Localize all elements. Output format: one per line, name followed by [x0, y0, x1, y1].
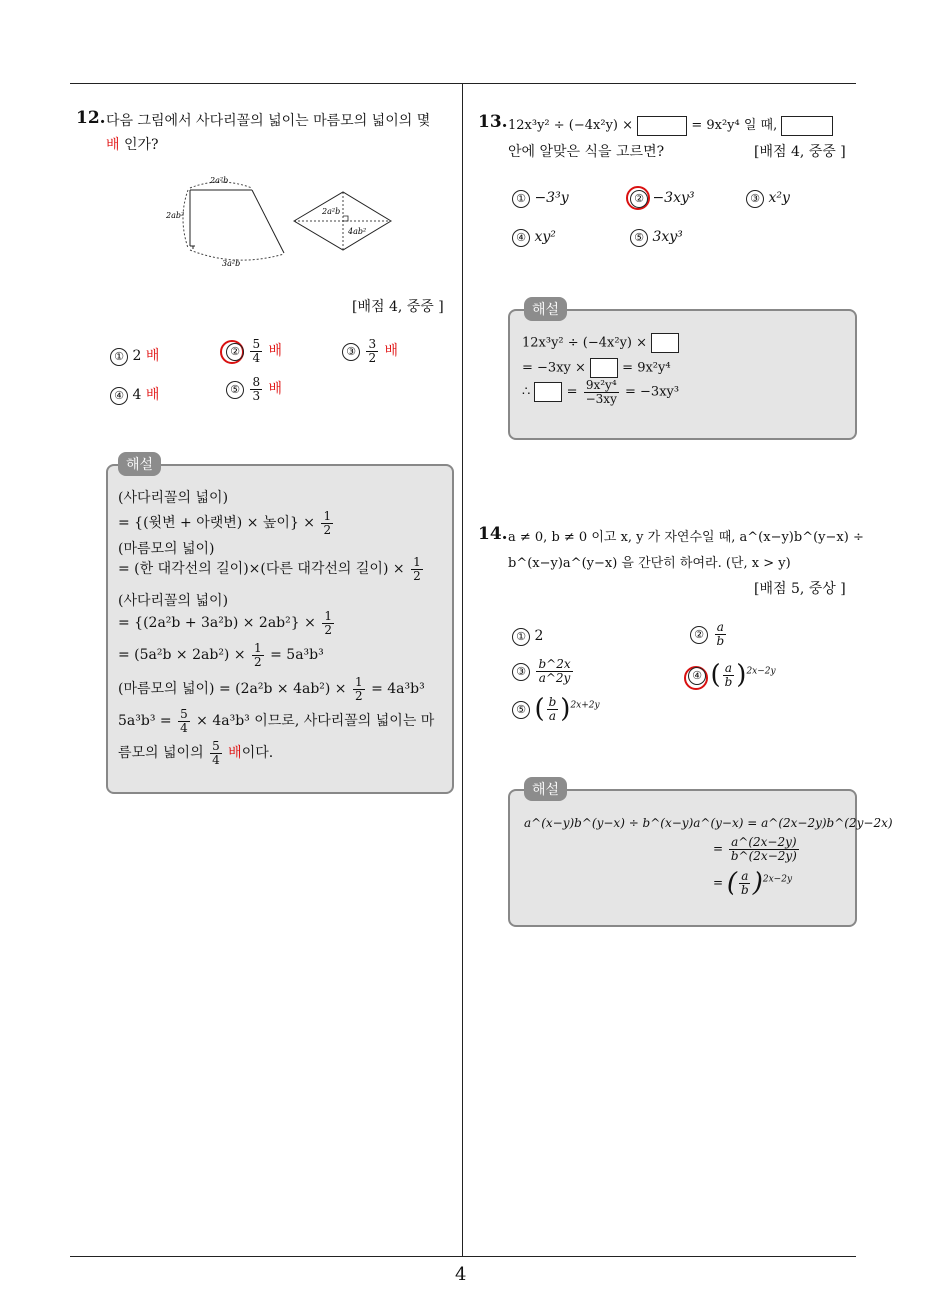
option-number-1: ①: [512, 628, 530, 646]
frac-den: 2: [324, 622, 332, 637]
q14-option-5[interactable]: ⑤ ( $\frac{b}{a}$ )$^{2x+2y}$: [512, 694, 600, 724]
q12-exp-line1: (사다리꼴의 넓이): [118, 490, 229, 506]
frac-den: b^(2x−2y): [730, 848, 797, 863]
q12-option-1[interactable]: [110, 345, 159, 366]
q13-exp-line3: [522, 379, 679, 405]
q12-red-word: 배: [106, 137, 120, 153]
exp-text: = {(2a²b + 3a²b) × 2ab²} ×: [118, 615, 316, 632]
option-value: −3³y: [534, 190, 569, 206]
exp-text: = {(윗변 + 아랫변) × 높이} ×: [118, 515, 316, 532]
exp-red-word: 배: [228, 745, 242, 762]
q12-exp-line5: (사다리꼴의 넓이): [118, 593, 229, 609]
option-number-3: ③: [342, 343, 360, 361]
frac-num: 5: [180, 707, 188, 721]
blank-box: [590, 358, 618, 378]
exp-text: = (한 대각선의 길이)×(다른 대각선의 길이) ×: [118, 561, 405, 578]
frac-num: 1: [324, 609, 332, 623]
blank-box: [637, 116, 687, 136]
rhombus-vertical-label: 2a²b: [322, 207, 341, 216]
exponent: 2x+2y: [570, 700, 600, 711]
q14-score: [배점 5, 중상 ]: [754, 581, 846, 597]
frac-num: 1: [254, 641, 262, 655]
frac-num: a: [724, 660, 733, 675]
q13-expr: 12x³y² ÷ (−4x²y) ×: [508, 118, 634, 133]
frac-den: a: [548, 708, 557, 723]
exp-text: = −3xy³: [625, 384, 680, 400]
q12-exp-line10: [118, 740, 273, 766]
option-number-4: ④: [110, 387, 128, 405]
frac-den: b: [724, 674, 733, 689]
frac-num: 1: [355, 675, 363, 689]
frac-num: a: [741, 868, 749, 883]
option-number-4: ④: [688, 667, 706, 685]
q13-option-2[interactable]: [630, 190, 695, 208]
frac-num: 5: [252, 337, 261, 351]
frac-num: a^(2x−2y): [731, 835, 797, 849]
option-value: 2: [534, 628, 544, 644]
trap-bottom-label: 3a²b: [222, 259, 241, 268]
q12-score: [배점 4, 중중 ]: [352, 299, 444, 315]
q12-exp-line7: [118, 642, 324, 668]
exp-text: 12x³y² ÷ (−4x²y) ×: [522, 335, 648, 351]
q12-text-rest: 인가?: [119, 137, 159, 153]
exp-text: ∴: [522, 384, 531, 400]
top-rule: [70, 83, 856, 84]
q14-option-3[interactable]: [512, 658, 575, 684]
frac-den: 4: [212, 752, 220, 767]
q14-option-4[interactable]: ④ ( $\frac{a}{b}$ )$^{2x-2y}$: [688, 660, 776, 690]
option-number-3: ③: [512, 663, 530, 681]
option-number-3: ③: [746, 190, 764, 208]
frac-den: 2: [413, 568, 421, 583]
frac-den: 2: [368, 350, 377, 365]
q14-exp-line2: = $\frac{a\^{}(2x-2y)}{b\^{}(2x-2y)}$: [713, 835, 797, 863]
frac-den: a^2y: [538, 670, 571, 685]
frac-num: 3: [368, 337, 377, 351]
option-unit: 배: [145, 348, 160, 364]
q12-option-5[interactable]: [226, 376, 282, 402]
q13-exp-line1: [522, 333, 679, 353]
q13-expr-mid: = 9x²y⁴ 일 때,: [691, 118, 778, 133]
option-number-1: ①: [512, 190, 530, 208]
q12-text-line2: [106, 134, 159, 154]
q14-number: 14.: [478, 524, 508, 544]
option-number-5: ⑤: [512, 701, 530, 719]
q12-text-line1: 다음 그림에서 사다리꼴의 넓이는 마름모의 넓이의 몇: [106, 113, 431, 129]
frac-num: 9x²y⁴: [585, 378, 617, 392]
frac-den: 2: [355, 688, 363, 703]
exp-text: × 4a³b³ 이므로, 사다리꼴의 넓이는 마: [196, 713, 435, 730]
q12-exp-line4: [118, 556, 425, 582]
option-number-2: ②: [690, 626, 708, 644]
q14-text-line1: a ≠ 0, b ≠ 0 이고 x, y 가 자연수일 때, a^(x−y)b^(y−x) ÷: [508, 530, 864, 545]
blank-box: [651, 333, 679, 353]
frac-den: 3: [252, 388, 261, 403]
q13-option-1[interactable]: [512, 190, 569, 208]
frac-den: −3xy: [585, 391, 617, 406]
q13-explanation-tag: 해설: [524, 297, 567, 321]
option-value: −3xy³: [652, 190, 695, 206]
frac-den: 2: [254, 654, 262, 669]
q12-exp-line3: (마름모의 넓이): [118, 541, 215, 557]
exp-text: = (5a²b × 2ab²) ×: [118, 647, 246, 664]
frac-den: b: [741, 882, 749, 897]
q13-number: 13.: [478, 112, 508, 132]
option-value: xy²: [534, 229, 556, 245]
frac-num: 1: [413, 555, 421, 569]
frac-num: b^2x: [538, 657, 571, 671]
q13-option-5[interactable]: [630, 229, 683, 247]
option-number-1: ①: [110, 348, 128, 366]
option-value: 4: [132, 387, 142, 403]
option-value: 3xy³: [652, 229, 683, 245]
frac-num: a: [716, 620, 724, 634]
q12-exp-line9: [118, 708, 434, 734]
exp-text: = −3xy ×: [522, 360, 586, 376]
q13-text-line1: [508, 114, 833, 136]
q13-text-line2: 안에 알맞은 식을 고르면?: [508, 144, 665, 160]
frac-num: b: [548, 694, 557, 709]
blank-box: [781, 116, 833, 136]
option-number-2: ②: [226, 343, 244, 361]
exp-text: (마름모의 넓이) = (2a²b × 4ab²) ×: [118, 681, 347, 698]
q14-option-2[interactable]: [690, 621, 728, 647]
q12-option-4[interactable]: [110, 384, 159, 405]
exp-text: = 5a³b³: [270, 647, 324, 664]
q13-option-3[interactable]: [746, 190, 790, 208]
frac-num: 8: [252, 375, 261, 389]
q13-score: [배점 4, 중중 ]: [754, 144, 846, 160]
column-divider: [462, 83, 463, 1256]
exp-text: 5a³b³ =: [118, 713, 172, 730]
q12-number: 12.: [76, 108, 106, 128]
option-value: x²y: [768, 190, 790, 206]
q14-explanation-panel: [508, 789, 857, 927]
exponent: 2x−2y: [746, 666, 776, 677]
blank-box: [534, 382, 562, 402]
trap-top-label: 2a²b: [210, 176, 229, 185]
q12-option-3[interactable]: [342, 338, 398, 364]
q12-figure: [160, 168, 400, 273]
option-number-5: ⑤: [226, 381, 244, 399]
frac-den: 2: [323, 522, 332, 537]
rhombus-horizontal-label: 4ab²: [348, 227, 367, 236]
exp-text: =: [566, 384, 578, 400]
frac-num: 1: [323, 509, 332, 523]
exp-text: 이다.: [241, 745, 274, 762]
q12-explanation-tag: 해설: [118, 452, 161, 476]
q13-option-4[interactable]: [512, 229, 556, 247]
q13-exp-line2: [522, 358, 671, 378]
option-unit: 배: [145, 387, 160, 403]
option-number-2: ②: [630, 190, 648, 208]
option-unit: 배: [268, 343, 283, 360]
option-number-4: ④: [512, 229, 530, 247]
q14-exp-line3: = ( $\frac{a}{b}$ )$^{2x-2y}$: [713, 868, 793, 898]
exp-text: = 4a³b³: [371, 681, 425, 698]
frac-den: 4: [180, 720, 188, 735]
page-number: 4: [455, 1264, 467, 1285]
q14-exp-line1: a^(x−y)b^(y−x) ÷ b^(x−y)a^(y−x) = a^(2x−2y)b^(2y−2x): [524, 816, 893, 830]
trap-left-label: 2ab²: [166, 211, 185, 220]
q14-text-line2: b^(x−y)a^(y−x) 을 간단히 하여라. (단, x > y): [508, 556, 791, 571]
option-number-5: ⑤: [630, 229, 648, 247]
q14-explanation-tag: 해설: [524, 777, 567, 801]
bottom-rule: [70, 1256, 856, 1257]
q12-exp-line2: [118, 510, 335, 536]
frac-den: 4: [252, 350, 261, 365]
exponent: 2x−2y: [762, 874, 793, 885]
frac-den: b: [716, 633, 725, 648]
exp-text: 름모의 넓이의: [118, 745, 204, 762]
q12-exp-line6: [118, 610, 336, 636]
option-unit: 배: [268, 381, 283, 398]
q12-exp-line8: [118, 676, 425, 702]
q14-option-1[interactable]: [512, 628, 543, 646]
option-value: 2: [132, 348, 142, 364]
frac-num: 5: [212, 739, 220, 753]
q12-option-2[interactable]: [226, 338, 282, 364]
option-unit: 배: [384, 343, 399, 360]
exp-text: = 9x²y⁴: [622, 360, 671, 376]
